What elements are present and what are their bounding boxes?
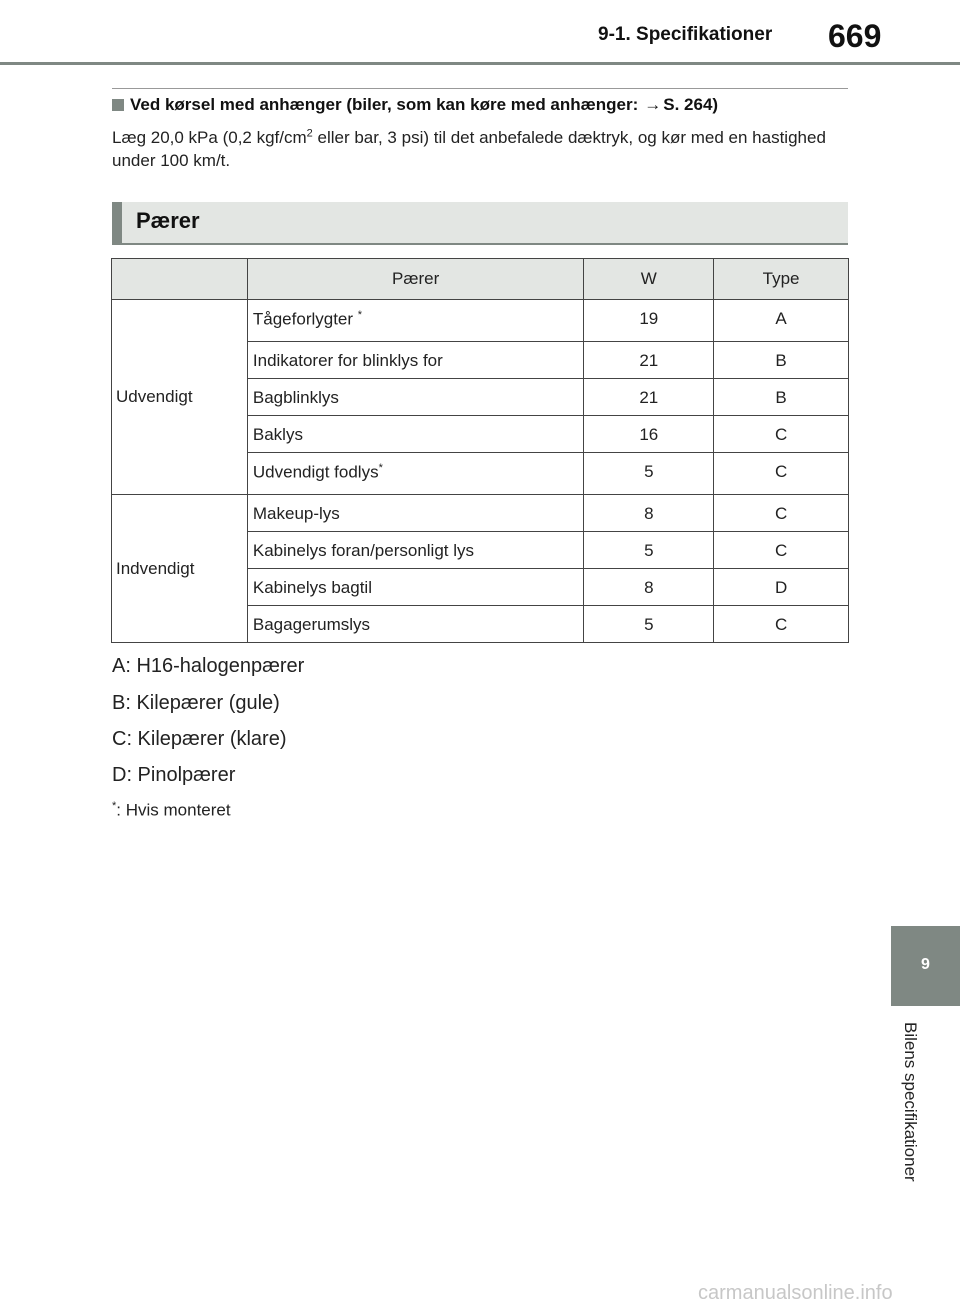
type-cell: C [714, 495, 849, 532]
bulb-name-cell [247, 532, 584, 569]
wattage-cell: 16 [584, 416, 714, 453]
bulb-name-cell [247, 569, 584, 606]
table-row [112, 300, 849, 342]
bulb-name: Udvendigt fodlys [252, 462, 379, 482]
header-divider [0, 62, 960, 65]
bulb-name: Kabinelys foran/personligt lys [252, 541, 475, 560]
wattage-cell: 8 [584, 569, 714, 606]
type-cell: A [714, 300, 849, 342]
paragraph-superscript: 2 [306, 127, 313, 140]
footnote-text: : Hvis monteret [116, 800, 231, 820]
bulb-name-cell [247, 300, 584, 342]
chapter-label: Bilens specifikationer [901, 1022, 920, 1182]
type-cell: C [714, 416, 849, 453]
wattage-cell: 21 [584, 379, 714, 416]
footnote [112, 800, 231, 821]
subsection-divider [112, 88, 848, 89]
footnote-marker: * [378, 462, 383, 474]
section-band-underline [112, 243, 848, 245]
bulb-name: Baklys [252, 425, 303, 444]
table-header-cell: Type [714, 259, 849, 300]
bulb-name: Makeup-lys [252, 504, 340, 523]
footnote-marker: * [357, 309, 363, 321]
bulb-name-cell [247, 416, 584, 453]
table-header-row [112, 259, 849, 300]
paragraph-text-1: Læg 20,0 kPa (0,2 kgf/cm [112, 128, 307, 147]
table-header-cell: W [584, 259, 714, 300]
wattage-cell: 5 [584, 532, 714, 569]
group-label-exterior: Udvendigt [112, 300, 248, 495]
page-reference-link[interactable]: S. 264) [663, 95, 719, 114]
bulb-name: Kabinelys bagtil [252, 578, 372, 597]
section-header-title: 9-1. Specifikationer [598, 24, 773, 45]
type-cell: C [714, 453, 849, 495]
legend-item: B: Kilepærer (gule) [112, 692, 280, 714]
wattage-cell: 19 [584, 300, 714, 342]
square-bullet-icon [112, 99, 124, 111]
legend-item: A: H16-halogenpærer [112, 655, 305, 677]
subsection-paragraph [112, 126, 852, 172]
type-cell: B [714, 379, 849, 416]
type-cell: C [714, 606, 849, 643]
table-header-cell [112, 259, 248, 300]
footnote-star: * [112, 800, 117, 812]
watermark: carmanualsonline.info [698, 1282, 893, 1304]
type-cell: C [714, 532, 849, 569]
legend-item: D: Pinolpærer [112, 764, 236, 786]
bulb-name: Bagblinklys [252, 388, 339, 407]
wattage-cell: 5 [584, 453, 714, 495]
chapter-tab[interactable] [891, 926, 960, 1006]
bulb-name-cell [247, 606, 584, 643]
section-title-band [112, 202, 848, 244]
type-cell: D [714, 569, 849, 606]
bulb-name-cell [247, 453, 584, 495]
wattage-cell: 8 [584, 495, 714, 532]
bulb-name: Tågeforlygter [252, 309, 358, 329]
type-cell: B [714, 342, 849, 379]
table-header-cell: Pærer [247, 259, 584, 300]
wattage-cell: 5 [584, 606, 714, 643]
group-label-interior: Indvendigt [112, 495, 248, 643]
bulb-name: Indikatorer for blinklys for [252, 351, 443, 370]
bulbs-table [111, 258, 849, 643]
wattage-cell: 21 [584, 342, 714, 379]
arrow-right-icon: → [644, 95, 662, 114]
section-title: Pærer [136, 208, 200, 233]
bulb-name-cell [247, 379, 584, 416]
subsection-heading [112, 95, 852, 115]
bulb-name: Bagagerumslys [252, 615, 371, 634]
page-number: 669 [828, 18, 882, 54]
bulb-name-cell [247, 342, 584, 379]
bulb-name-cell [247, 495, 584, 532]
paragraph-text-2: eller bar, 3 psi) til det anbefalede dæktryk, og kør med en hastighed under 100 km/t. [112, 128, 826, 170]
chapter-number: 9 [921, 956, 930, 973]
table-row [112, 495, 849, 532]
legend-item: C: Kilepærer (klare) [112, 728, 287, 750]
subsection-heading-text: Ved kørsel med anhænger (biler, som kan køre med anhænger: [130, 95, 639, 114]
